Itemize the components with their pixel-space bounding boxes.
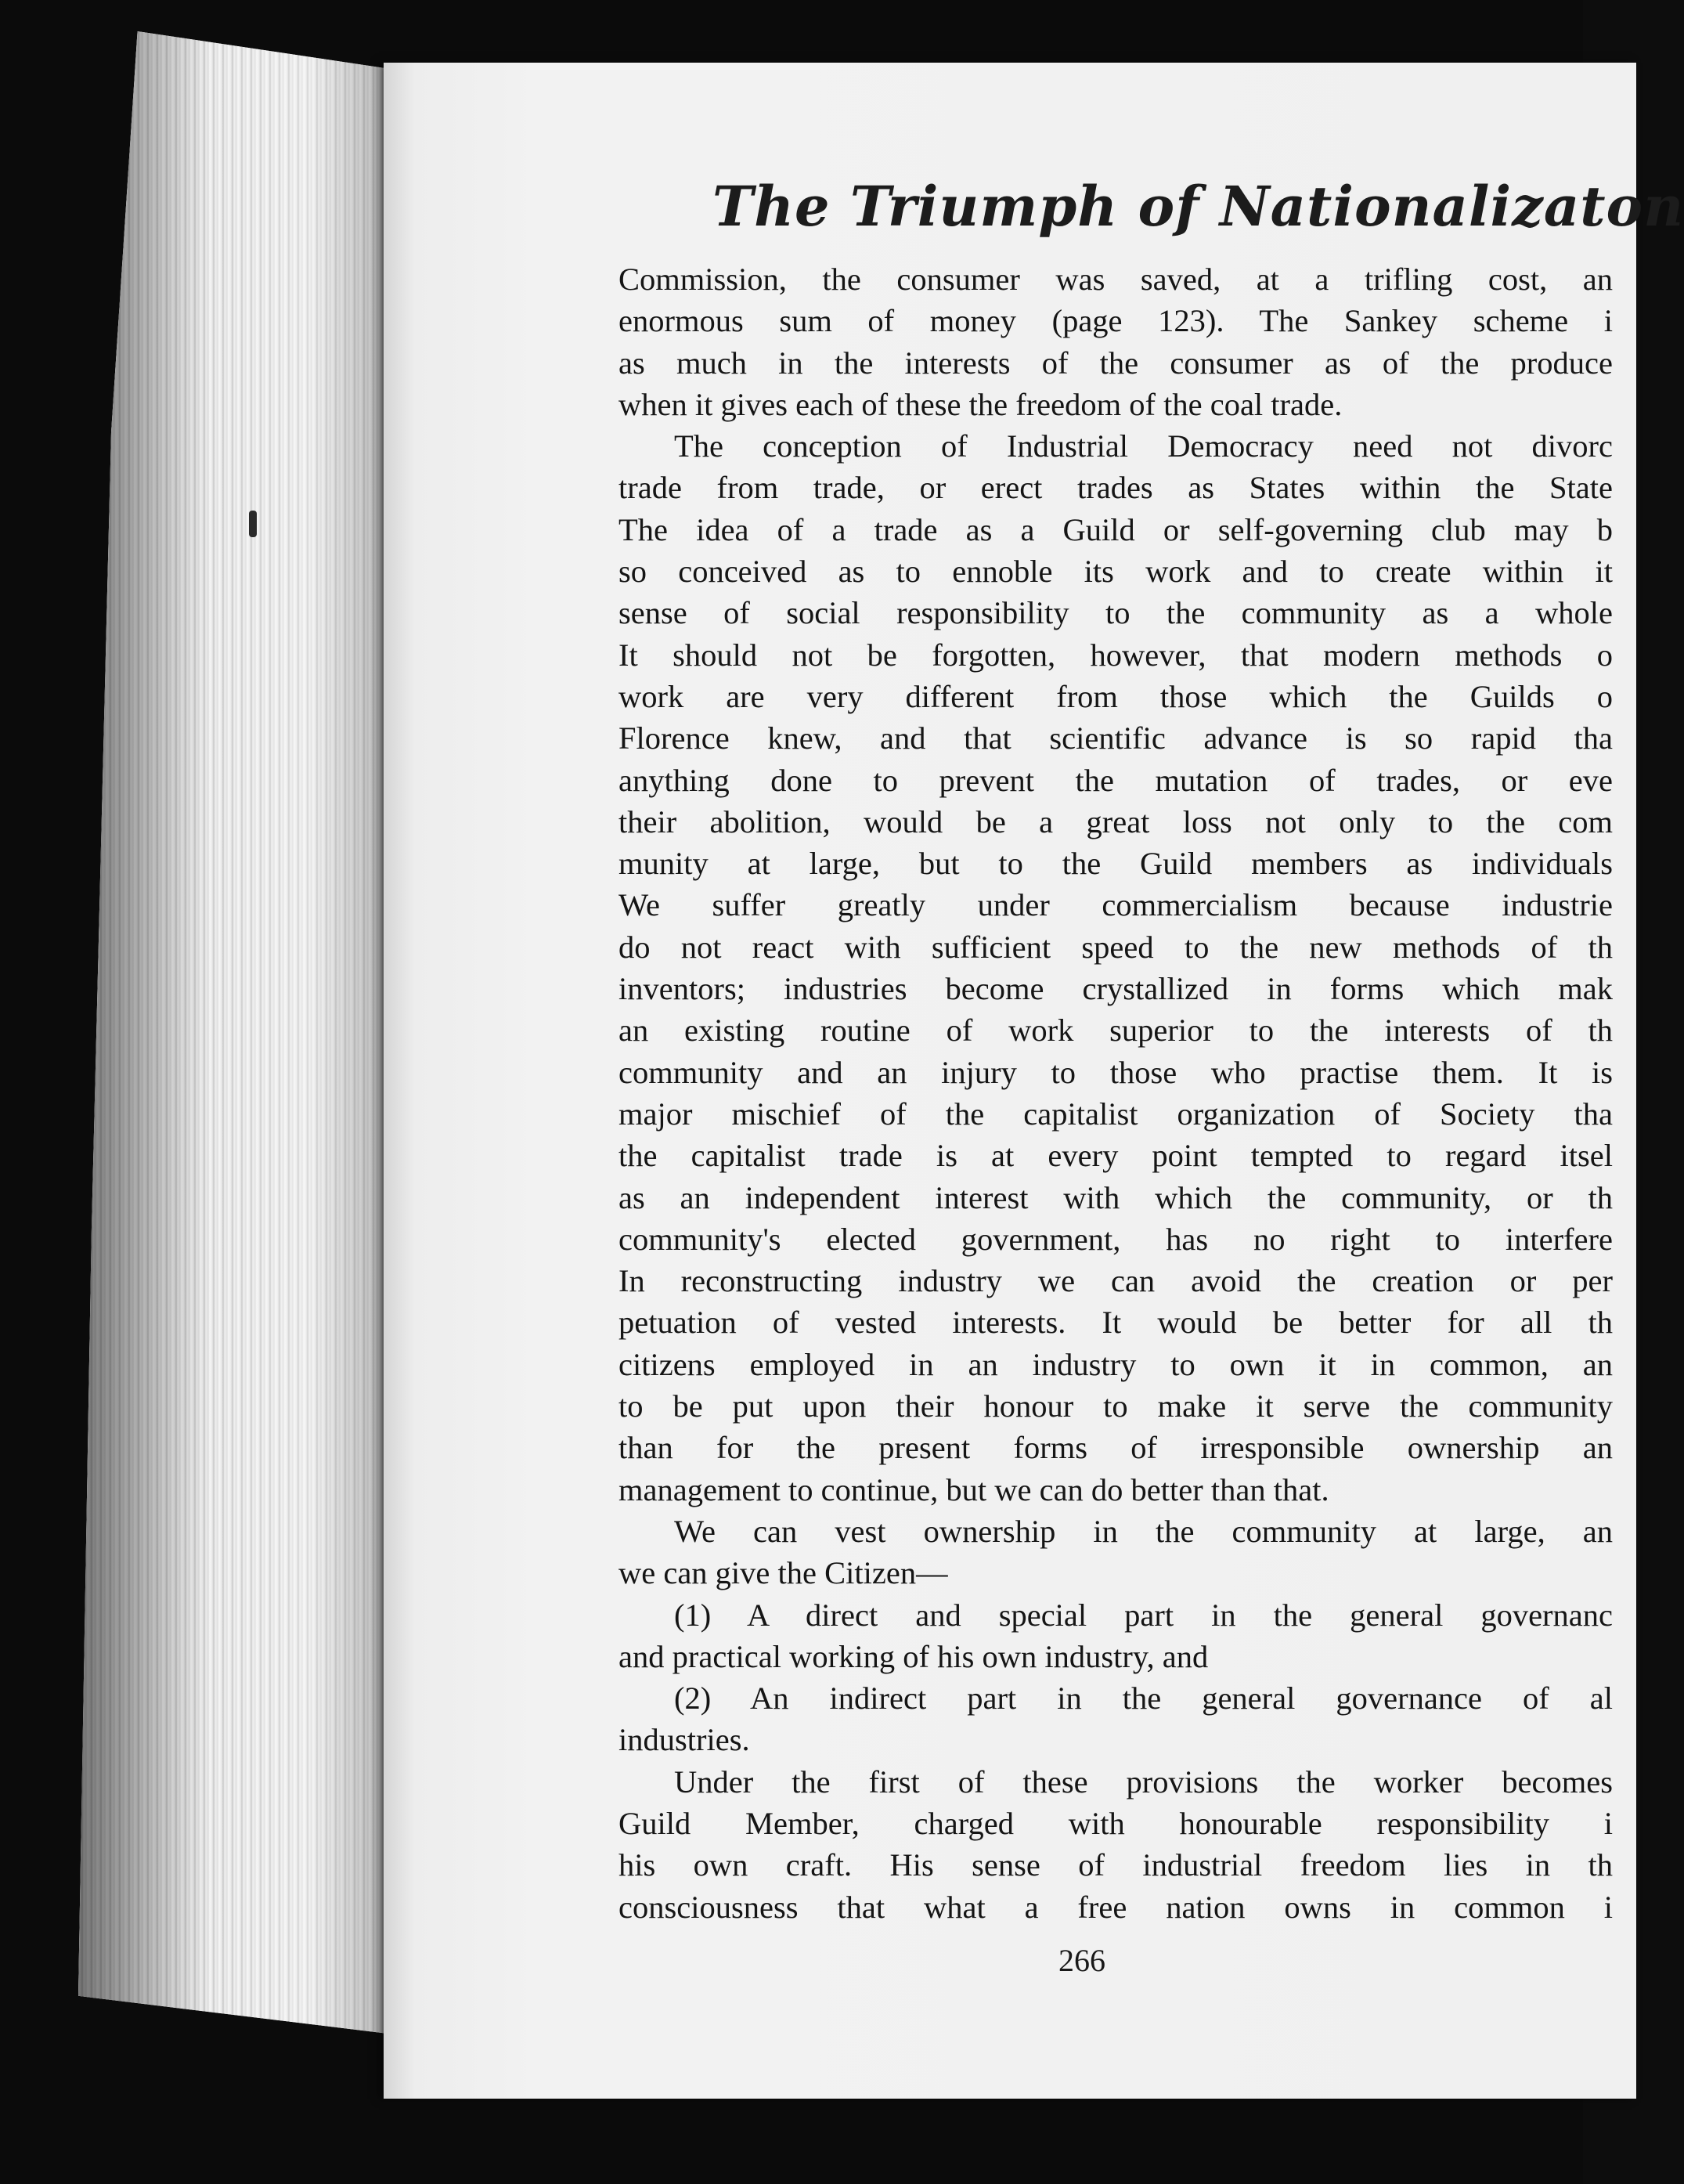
text-line: enormous sum of money (page 123). The Sankey scheme i — [618, 303, 1613, 339]
text-line: Guild Member, charged with honourable responsibility i — [618, 1805, 1613, 1841]
book-page-edges — [78, 31, 407, 2036]
text-line: community's elected government, has no right to interfere — [618, 1221, 1613, 1257]
text-line: inventors; industries become crystallized in forms which mak — [618, 971, 1613, 1007]
text-line: trade from trade, or erect trades as States within the State — [618, 470, 1613, 506]
text-line: to be put upon their honour to make it serve the community — [618, 1388, 1613, 1424]
text-line: We can vest ownership in the community at large, an — [674, 1513, 1613, 1549]
text-line: we can give the Citizen— — [618, 1555, 948, 1591]
text-line: when it gives each of these the freedom of the coal trade. — [618, 386, 1343, 422]
text-line: munity at large, but to the Guild members as individuals — [618, 846, 1613, 882]
text-line: The idea of a trade as a Guild or self-governing club may b — [618, 511, 1613, 547]
text-line: do not react with sufficient speed to the new methods of th — [618, 929, 1613, 965]
text-line: citizens employed in an industry to own it in common, an — [618, 1346, 1613, 1382]
text-line: major mischief of the capitalist organization of Society tha — [618, 1096, 1613, 1132]
body-text — [618, 258, 1613, 1928]
text-line: (2) An indirect part in the general governance of al — [674, 1680, 1613, 1717]
text-line: as an independent interest with which the community, or th — [618, 1179, 1613, 1215]
text-line: as much in the interests of the consumer as of the produce — [618, 345, 1613, 381]
text-line: petuation of vested interests. It would be better for all th — [618, 1305, 1613, 1341]
running-head: The Triumph of Nationalizaton — [712, 174, 1684, 239]
text-line: Under the first of these provisions the worker becomes — [674, 1763, 1613, 1800]
text-line: Commission, the consumer was saved, at a trifling cost, an — [618, 262, 1613, 297]
text-line: his own craft. His sense of industrial freedom lies in th — [618, 1847, 1613, 1883]
text-line: The conception of Industrial Democracy need not divorc — [674, 428, 1613, 464]
text-line: so conceived as to ennoble its work and to create within it — [618, 554, 1613, 590]
page-number: 266 — [1058, 1943, 1105, 1978]
text-line: and practical working of his own industry, and — [618, 1638, 1209, 1674]
text-line: industries. — [618, 1722, 750, 1758]
text-line: sense of social responsibility to the community as a whole — [618, 595, 1613, 631]
text-line: Florence knew, and that scientific advance is so rapid tha — [618, 720, 1613, 756]
text-line: (1) A direct and special part in the general governanc — [674, 1597, 1613, 1633]
text-line: In reconstructing industry we can avoid the creation or per — [618, 1263, 1613, 1299]
text-line: their abolition, would be a great loss not only to the com — [618, 803, 1613, 839]
text-line: consciousness that what a free nation owns in common i — [618, 1889, 1613, 1925]
text-line: an existing routine of work superior to the interests of th — [618, 1013, 1613, 1049]
text-line: work are very different from those which the Guilds o — [618, 678, 1613, 714]
text-line: anything done to prevent the mutation of trades, or eve — [618, 762, 1613, 798]
text-line: It should not be forgotten, however, that modern methods o — [618, 637, 1613, 673]
text-line: We suffer greatly under commercialism because industrie — [618, 887, 1613, 923]
text-line: management to continue, but we can do better than that. — [618, 1471, 1329, 1507]
text-line: community and an injury to those who practise them. It is — [618, 1054, 1613, 1090]
page-edge-mark — [249, 511, 257, 537]
text-line: the capitalist trade is at every point tempted to regard itsel — [618, 1138, 1613, 1174]
text-line: than for the present forms of irresponsible ownership an — [618, 1430, 1613, 1466]
